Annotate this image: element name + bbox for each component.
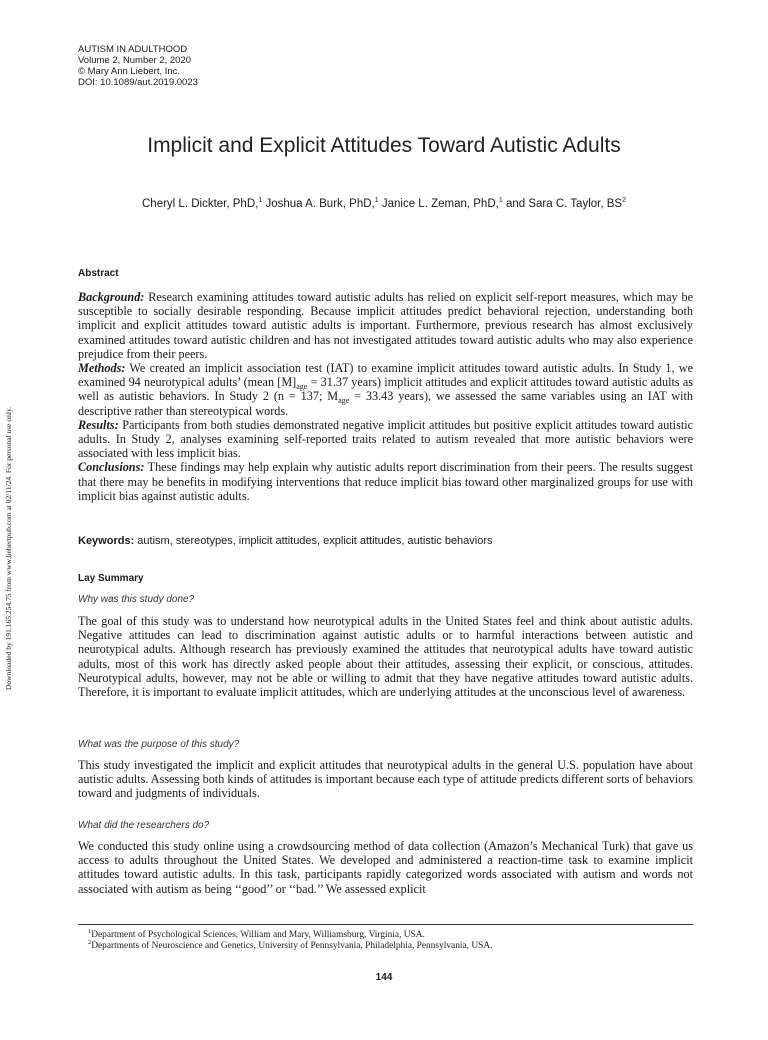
background-label: Background:	[78, 290, 145, 304]
footnote-1	[88, 930, 425, 941]
background-text: Research examining attitudes toward autistic adults has relied on explicit self-report measures, which may be susceptible to socially desirable responding. Because implicit attitudes predict behavioral rejection, understanding both implicit and explicit attitudes toward autistic adults is important. Furthermore, previous research has almost exclusively examined attitudes toward autistic children and has not investigated attitudes toward autistic adults who may also experience prejudice from their peers.	[78, 290, 693, 361]
footnote-divider	[78, 924, 693, 925]
age-subscript: age	[338, 396, 350, 406]
abstract-background	[78, 290, 693, 361]
lay-question-3: What did the researchers do?	[78, 820, 210, 831]
author-3: Janice L. Zeman, PhD,	[381, 198, 499, 210]
journal-doi: DOI: 10.1089/aut.2019.0023	[78, 77, 198, 88]
affiliation-mark: 1	[498, 197, 503, 204]
download-note: Downloaded by 191.165.254.75 from www.liebertpub.com at 02/11/24. For personal use only.	[4, 406, 13, 690]
lay-question-2: What was the purpose of this study?	[78, 739, 240, 750]
results-text: Participants from both studies demonstrated negative implicit attitudes but positive explicit attitudes toward autistic adults. In Study 2, analyses examining self-reported traits related to autism revealed that more autistic behaviors were associated with less implicit bias.	[78, 417, 693, 461]
conclusions-text: These findings may help explain why autistic adults report discrimination from their peers. The results suggest that there may be benefits in modifying interventions that reduce implicit bias toward other marginalized groups for use with implicit bias against autistic adults.	[78, 460, 693, 503]
affiliation-mark: 2	[622, 197, 626, 204]
journal-name: AUTISM IN ADULTHOOD	[78, 44, 188, 55]
lay-paragraph-3: We conducted this study online using a crowdsourcing method of data collection (Amazon’s Mechanical Turk) that gave us access to adults throughout the United States. We developed and administered a reaction-time task to examine implicit attitudes toward autistic adults. In this task, participants rapidly categorized words associated with autism and words not associated with autism as being ‘‘good’’ or ‘‘bad.’’ We assessed explicit	[78, 839, 693, 896]
methods-text: = 31.37 years) implicit attitudes and explicit attitudes toward autistic adults as well as autistic behaviors. In Study 2 (n = 137; M	[78, 375, 693, 404]
page-number: 144	[375, 972, 393, 983]
lay-question-1: Why was this study done?	[78, 594, 195, 605]
methods-text: We created an implicit association test (IAT) to examine implicit attitudes toward autistic adults. In Study 1, we examined 94 neurotypical adults’ (mean [M]	[78, 361, 693, 390]
lay-paragraph-2: This study investigated the implicit and explicit attitudes that neurotypical adults in the general U.S. population have about autistic adults. Assessing both kinds of attitudes is important because each type of attitude predicts different sorts of behaviors toward and judgments of individuals.	[78, 758, 693, 801]
footnote-text: Departments of Neuroscience and Genetics, University of Pennsylvania, Philadelphia, Pennsylvania, USA.	[91, 941, 493, 951]
journal-volume: Volume 2, Number 2, 2020	[78, 55, 192, 66]
author-1: Cheryl L. Dickter, PhD,	[142, 198, 259, 210]
abstract-body	[78, 290, 693, 503]
author-list	[0, 198, 768, 210]
keywords-text: autism, stereotypes, implicit attitudes, explicit attitudes, autistic behaviors	[134, 535, 493, 547]
affiliation-mark: 1	[374, 197, 379, 204]
methods-label: Methods:	[78, 361, 126, 376]
conclusions-label: Conclusions:	[78, 460, 145, 475]
footnote-2	[88, 941, 492, 952]
journal-copyright: © Mary Ann Liebert, Inc.	[78, 66, 181, 77]
journal-header	[78, 44, 198, 88]
footnote-mark: 2	[88, 939, 92, 946]
lay-summary-heading: Lay Summary	[78, 573, 144, 584]
methods-text: = 33.43 years), we assessed the same variables using an IAT with descriptive rather than stereotypical words.	[78, 389, 694, 418]
author-2: Joshua A. Burk, PhD,	[265, 198, 375, 210]
lay-paragraph-1: The goal of this study was to understand how neurotypical adults in the United States feel and think about autistic adults. Negative attitudes can lead to discrimination against autistic adults or to harmful interactions between autistic and neurotypical adults. Although research has previously examined the attitudes that neurotypical adults have toward autistic adults, most of this work has directly asked people about their attitudes, assessing their explicit, or conscious, attitudes. Neurotypical adults, however, may not be able or willing to admit that they have negative attitudes toward autistic adults. Therefore, it is important to evaluate implicit attitudes, which are underlying attitudes at the unconscious level of awareness.	[78, 614, 693, 700]
abstract-results	[78, 418, 693, 461]
article-title: Implicit and Explicit Attitudes Toward Autistic Adults	[147, 134, 621, 157]
abstract-conclusions	[78, 460, 693, 503]
footnote-text: Department of Psychological Sciences, William and Mary, Williamsburg, Virginia, USA.	[91, 930, 425, 940]
abstract-heading: Abstract	[78, 268, 119, 279]
abstract-methods	[78, 361, 693, 418]
age-subscript: age	[296, 382, 308, 392]
side-note-wrap	[4, 406, 18, 1040]
footnote-mark: 1	[88, 928, 92, 935]
keywords-label: Keywords:	[78, 535, 135, 547]
author-4: and Sara C. Taylor, BS	[505, 198, 623, 210]
results-label: Results:	[78, 417, 119, 432]
affiliation-mark: 1	[258, 197, 263, 204]
keywords	[78, 535, 493, 547]
